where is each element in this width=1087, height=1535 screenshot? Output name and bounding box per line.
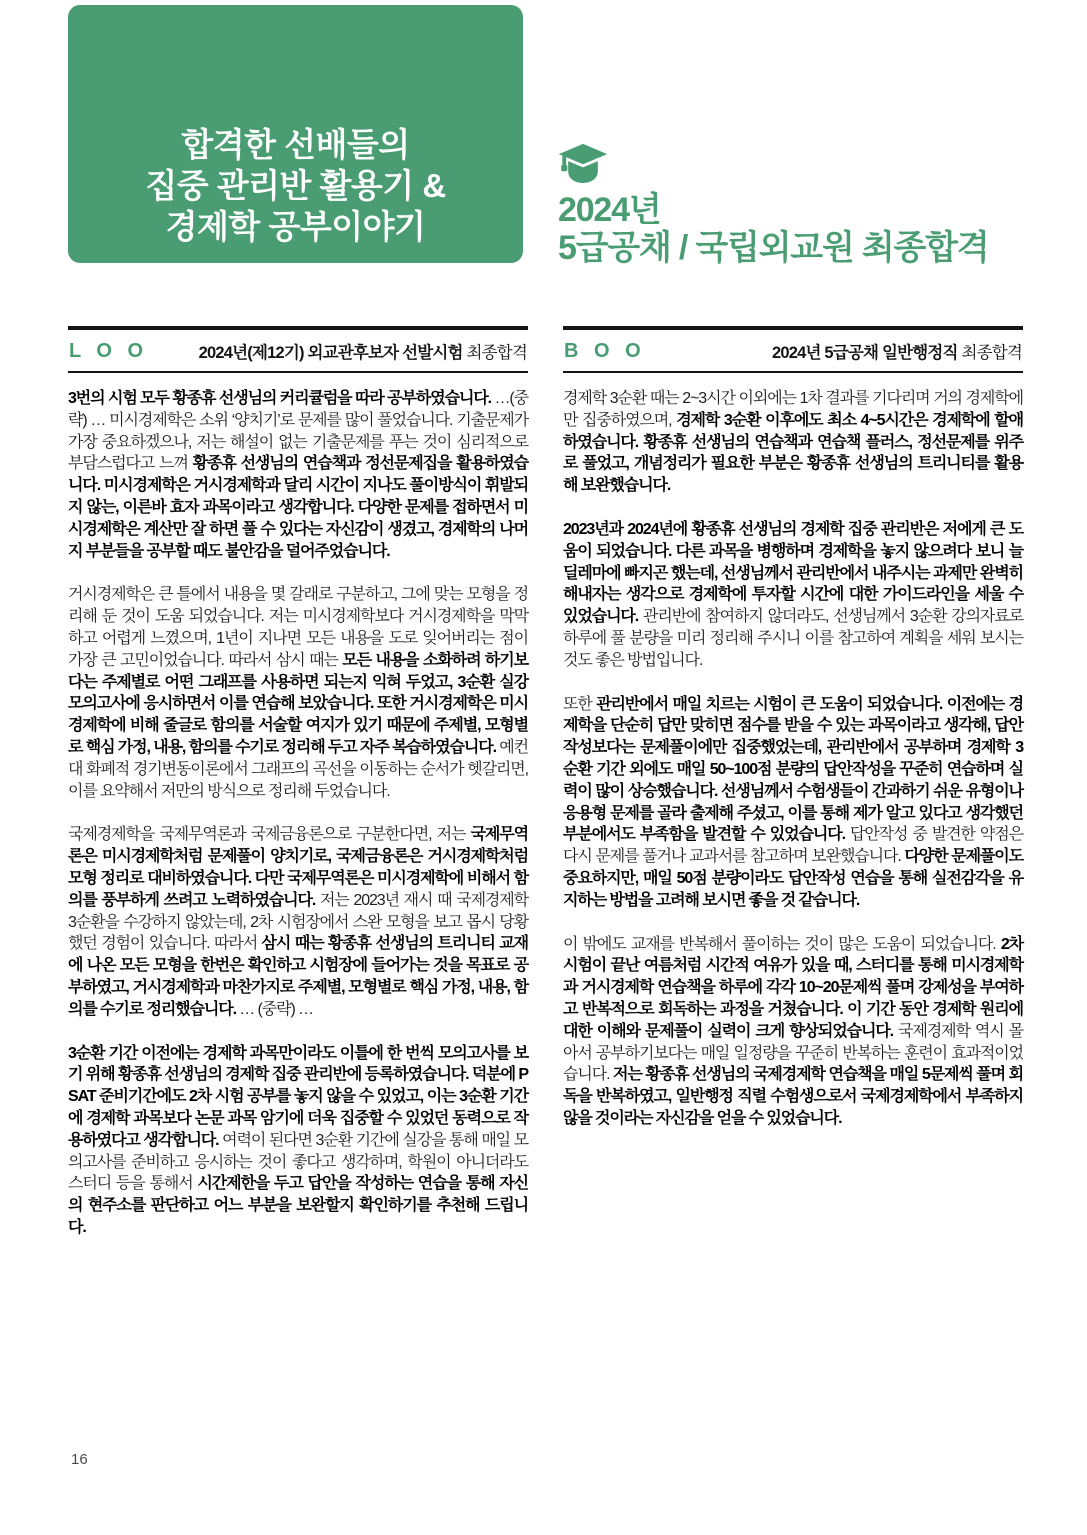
banner-title-line: 경제학 공부이야기 — [165, 208, 426, 245]
author-initials: L O O — [69, 339, 149, 362]
result-title-block — [558, 143, 1028, 267]
exam-title-bold: 2024년 5급공채 일반행정직 — [771, 344, 958, 362]
exam-result: 최종합격 — [462, 344, 527, 362]
exam-title-bold: 2024년(제12기) 외교관후보자 선발시험 — [198, 344, 463, 362]
exam-result: 최종합격 — [957, 344, 1022, 362]
left-column-body — [68, 388, 528, 1239]
testimonial-paragraph: 2023년과 2024년에 황종휴 선생님의 경제학 집중 관리반은 저에게 큰 도움이 되었습니다. 다른 과목을 병행하며 경제학을 놓지 않으려다 보니 늘 딜레마에 빠지곤 했는데, 선생님께서 관리반에서 내주시는 과제만 완벽히 해내자는 생각으로 경제학에 투자할 시간에 대한 가이드라인을 세울 수 있었습니다. 관리반에 참여하지 않더라도, 선생님께서 3순환 강의자료로 하루에 풀 분량을 미리 정리해 주시니 이를 참고하여 계획을 세워 보시는 것도 좋은 방법입니다. — [563, 520, 1023, 669]
author-initials: B O O — [564, 339, 646, 362]
exam-title — [199, 339, 527, 363]
graduation-cap-icon — [558, 143, 608, 187]
result-title-year: 2024년 — [558, 191, 661, 229]
banner-title-line: 집중 관리반 활용기 & — [145, 167, 446, 204]
exam-title — [772, 339, 1022, 363]
right-column-header — [563, 326, 1023, 373]
banner-title-line: 합격한 선배들의 — [181, 126, 410, 163]
testimonial-paragraph: 이 밖에도 교재를 반복해서 풀이하는 것이 많은 도움이 되었습니다. 2차 시험이 끝난 여름처럼 시간적 여유가 있을 때, 스터디를 통해 미시경제학과 거시경제학 연습책을 하루에 각각 10~20문제씩 풀며 강제성을 부여하고 반복적으로 회독하는 과정을 거쳤습니다. 이 기간 동안 경제학 원리에 대한 이해와 문제풀이 실력이 크게 향상되었습니다. 국제경제학 역시 몰아서 공부하기보다는 매일 일정량을 꾸준히 반복하는 훈련이 효과적이었습니다. 저는 황종휴 선생님의 국제경제학 연습책을 매일 5문제씩 풀며 회독을 반복하였고, 일반행정 직렬 수험생으로서 국제경제학에서 부족하지 않을 것이라는 자신감을 얻을 수 있었습니다. — [563, 935, 1023, 1127]
testimonial-paragraph: 3번의 시험 모두 황종휴 선생님의 커리큘럼을 따라 공부하였습니다. …(중략) … 미시경제학은 소위 ‘양치기’로 문제를 많이 풀었습니다. 기출문제가 가장 중요하겠으나, 저는 해설이 없는 기출문제를 푸는 것이 심리적으로 부담스럽다고 느껴 황종휴 선생님의 연습책과 정선문제집을 활용하였습니다. 미시경제학은 거시경제학과 달리 시간이 지나도 풀이방식이 휘발되지 않는, 이른바 효자 과목이라고 생각합니다. 다양한 문제를 접하면서 미시경제학은 계산만 잘 하면 풀 수 있다는 자신감이 생겼고, 경제학의 나머지 부분들을 공부할 때도 불안감을 덜어주었습니다. — [68, 390, 528, 560]
testimonial-columns — [68, 326, 1023, 1239]
left-column-header — [68, 326, 528, 373]
testimonial-paragraph: 국제경제학을 국제무역론과 국제금융론으로 구분한다면, 저는 국제무역론은 미시경제학처럼 문제풀이 양치기로, 국제금융론은 거시경제학처럼 모형 정리로 대비하였습니다. 다만 국제무역론은 미시경제학에 비해서 함의를 풍부하게 쓰려고 노력하였습니다. 저는 2023년 재시 때 국제경제학 3순환을 수강하지 않았는데, 2차 시험장에서 스완 모형을 보고 몹시 당황했던 경험이 있습니다. 따라서 삼시 때는 황종휴 선생님의 트리니티 교재에 나온 모든 모형을 한번은 확인하고 시험장에 들어가는 것을 목표로 공부하였고, 거시경제학과 마찬가지로 주제별, 모형별로 핵심 가정, 내용, 함의를 수기로 정리했습니다. … (중략) … — [68, 826, 529, 1018]
result-title-exam: 5급공채 / 국립외교원 최종합격 — [558, 229, 989, 267]
page-number: 16 — [71, 1451, 88, 1468]
left-column — [68, 326, 528, 1239]
testimonial-paragraph: 거시경제학은 큰 틀에서 내용을 몇 갈래로 구분하고, 그에 맞는 모형을 정리해 둔 것이 도움 되었습니다. 저는 미시경제학보다 거시경제학을 막막하고 어렵게 느꼈으며, 1년이 지나면 모든 내용을 도로 잊어버리는 점이 가장 큰 고민이었습니다. 따라서 삼시 때는 모든 내용을 소화하려 하기보다는 주제별로 어떤 그래프를 사용하면 되는지 익혀 두었고, 3순환 실강 모의고사에 응시하면서 이를 연습해 보았습니다. 또한 거시경제학은 미시경제학에 비해 줄글로 함의를 서술할 여지가 있기 때문에 주제별, 모형별로 핵심 가정, 내용, 함의를 수기로 정리해 두고 자주 복습하였습니다. 예컨대 화폐적 경기변동이론에서 그래프의 곡선을 이동하는 순서가 헷갈리면, 이를 요약해서 저만의 방식으로 정리해 두었습니다. — [68, 586, 528, 800]
testimonial-paragraph: 또한 관리반에서 매일 치르는 시험이 큰 도움이 되었습니다. 이전에는 경제학을 단순히 답만 맞히면 점수를 받을 수 있는 과목이라고 생각해, 답안작성보다는 문제풀이에만 집중했었는데, 관리반에서 공부하며 경제학 3순환 기간 외에도 매일 50~100점 분량의 답안작성을 꾸준히 연습하며 실력이 많이 상승했습니다. 선생님께서 수험생들이 간과하기 쉬운 유형이나 응용형 문제를 골라 출제해 주셨고, 이를 통해 제가 알고 있다고 생각했던 부분에서도 부족함을 발견할 수 있었습니다. 답안작성 중 발견한 약점은 다시 문제를 풀거나 교과서를 참고하며 보완했습니다. 다양한 문제풀이도 중요하지만, 매일 50점 분량이라도 답안작성 연습을 통해 실전감각을 유지하는 방법을 고려해 보시면 좋을 것 같습니다. — [563, 695, 1023, 909]
testimonial-paragraph: 경제학 3순환 때는 2~3시간 이외에는 1차 결과를 기다리며 거의 경제학에만 집중하였으며, 경제학 3순환 이후에도 최소 4~5시간은 경제학에 할애하였습니다. 황종휴 선생님의 연습책과 연습책 플러스, 정선문제를 위주로 풀었고, 개념정리가 필요한 부분은 황종휴 선생님의 트리니티를 활용해 보완했습니다. — [563, 390, 1023, 495]
testimonial-paragraph: 3순환 기간 이전에는 경제학 과목만이라도 이틀에 한 번씩 모의고사를 보기 위해 황종휴 선생님의 경제학 집중 관리반에 등록하였습니다. 덕분에 PSAT 준비기간에도 2차 시험 공부를 놓지 않을 수 있었고, 이는 3순환 기간에 경제학 과목보다 논문 과목 암기에 더욱 집중할 수 있었던 동력으로 작용하였다고 생각합니다. 여력이 된다면 3순환 기간에 실강을 통해 매일 모의고사를 준비하고 응시하는 것이 좋다고 생각하며, 학원이 아니더라도 스터디 등을 통해서 시간제한을 두고 답안을 작성하는 연습을 통해 자신의 현주소를 판단하고 어느 부분을 보완할지 확인하기를 추천해 드립니다. — [68, 1044, 528, 1236]
right-column — [563, 326, 1023, 1239]
title-banner — [68, 5, 523, 263]
right-column-body — [563, 388, 1023, 1130]
